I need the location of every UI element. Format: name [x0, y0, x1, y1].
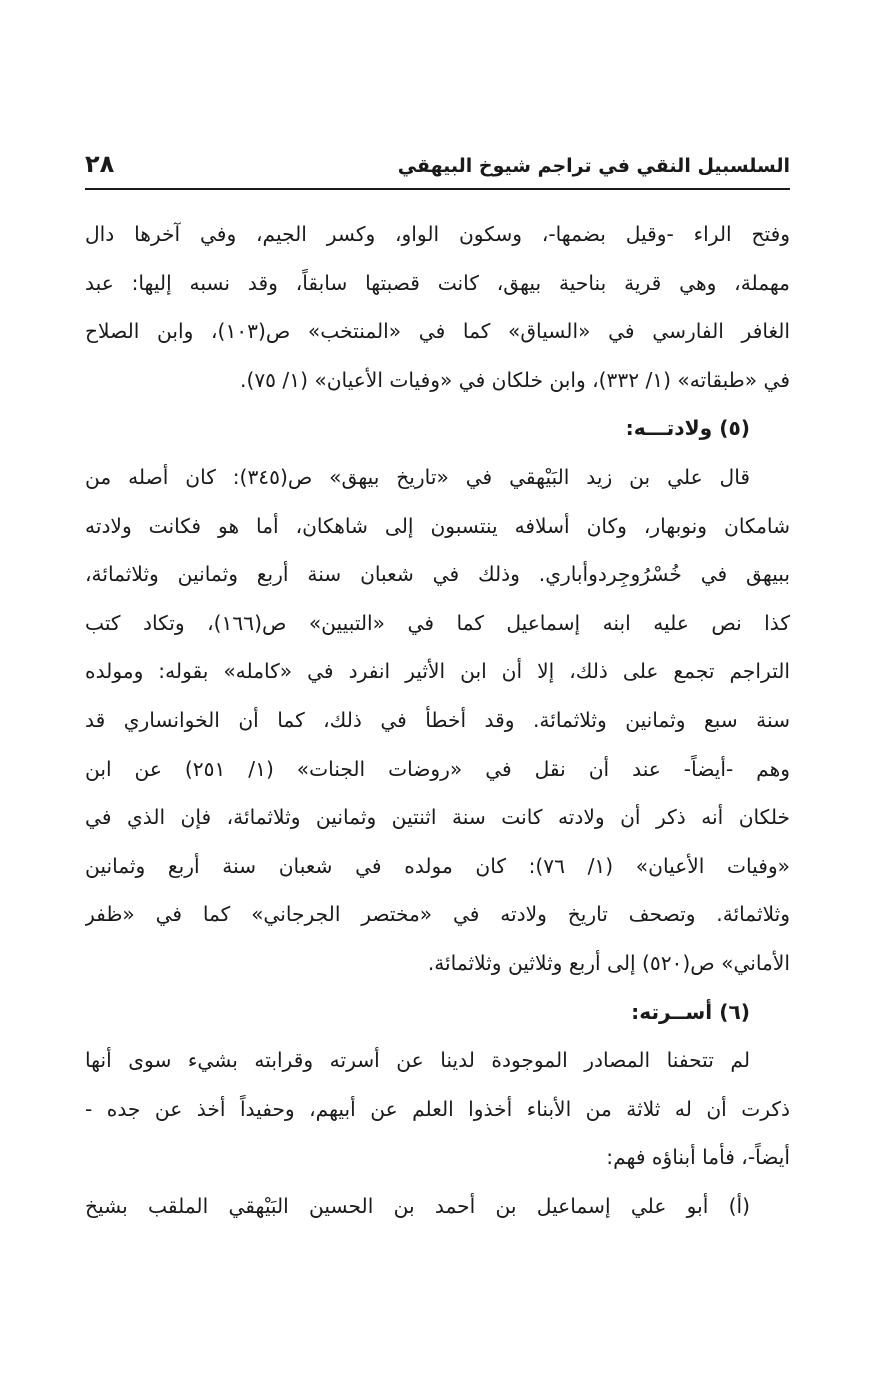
- text-line: قال علي بن زيد البَيْهقي في «تاريخ بيهق» ص(٣٤٥): كان أصله من: [85, 464, 750, 489]
- section-heading-family: (٦) أســرته:: [631, 999, 750, 1024]
- text-line: الغافر الفارسي في «السياق» كما في «المنتخب» ص(١٠٣)، وابن الصلاح: [85, 319, 790, 344]
- text-line: خلكان أنه ذكر أن ولادته كانت سنة اثنتين وثمانين وثلاثمائة، فإن الذي في: [85, 805, 790, 830]
- text-line: التراجم تجمع على ذلك، إلا أن ابن الأثير انفرد في «كامله» بقوله: ومولده: [85, 659, 790, 684]
- page-body: [85, 210, 790, 1230]
- text-line: «وفيات الأعيان» (١/ ٧٦): كان مولده في شعبان سنة أربع وثمانين: [85, 853, 790, 878]
- header-rule: [85, 188, 790, 190]
- text-line: (أ) أبو علي إسماعيل بن أحمد بن الحسين البَيْهقي الملقب بشيخ: [85, 1193, 750, 1218]
- text-line: شامكان ونوبهار، وكان أسلافه ينتسبون إلى شاهكان، أما هو فكانت ولادته: [85, 513, 790, 538]
- running-title: السلسبيل النقي في تراجم شيوخ البيهقي: [397, 155, 790, 177]
- section-heading-birth: (٥) ولادتـــه:: [625, 416, 750, 441]
- text-line: الأماني» ص(٥٢٠) إلى أربع وثلاثين وثلاثمائة.: [427, 950, 790, 975]
- text-line: أيضاً-، فأما أبناؤه فهم:: [606, 1145, 790, 1170]
- text-line: وهم -أيضاً- عند أن نقل في «روضات الجنات» (١/ ٢٥١) عن ابن: [85, 756, 790, 781]
- text-line: لم تتحفنا المصادر الموجودة لدينا عن أسرته وقرابته بشيء سوى أنها: [85, 1048, 750, 1073]
- text-line: ذكرت أن له ثلاثة من الأبناء أخذوا العلم عن أبيهم، وحفيداً أخذ عن جده -: [85, 1096, 790, 1121]
- text-line: سنة سبع وثمانين وثلاثمائة. وقد أخطأ في ذلك، كما أن الخوانساري قد: [85, 707, 790, 732]
- text-line: في «طبقاته» (١/ ٣٣٢)، وابن خلكان في «وفيات الأعيان» (١/ ٧٥).: [240, 367, 790, 392]
- text-line: وثلاثمائة. وتصحف تاريخ ولادته في «مختصر الجرجاني» كما في «ظفر: [85, 902, 790, 927]
- text-line: مهملة، وهي قرية بناحية بيهق، كانت قصبتها سابقاً، وقد نسبه إليها: عبد: [85, 270, 790, 295]
- running-header: [85, 150, 790, 188]
- page-number: ٢٨: [85, 150, 115, 178]
- text-line: وفتح الراء -وقيل بضمها-، وسكون الواو، وكسر الجيم، وفي آخرها دال: [85, 222, 790, 246]
- text-line: ببيهق في خُسْرُوجِردوأباري. وذلك في شعبان سنة أربع وثمانين وثلاثمائة،: [85, 562, 790, 587]
- text-line: كذا نص عليه ابنه إسماعيل كما في «التبيين» ص(١٦٦)، وتكاد كتب: [85, 610, 790, 635]
